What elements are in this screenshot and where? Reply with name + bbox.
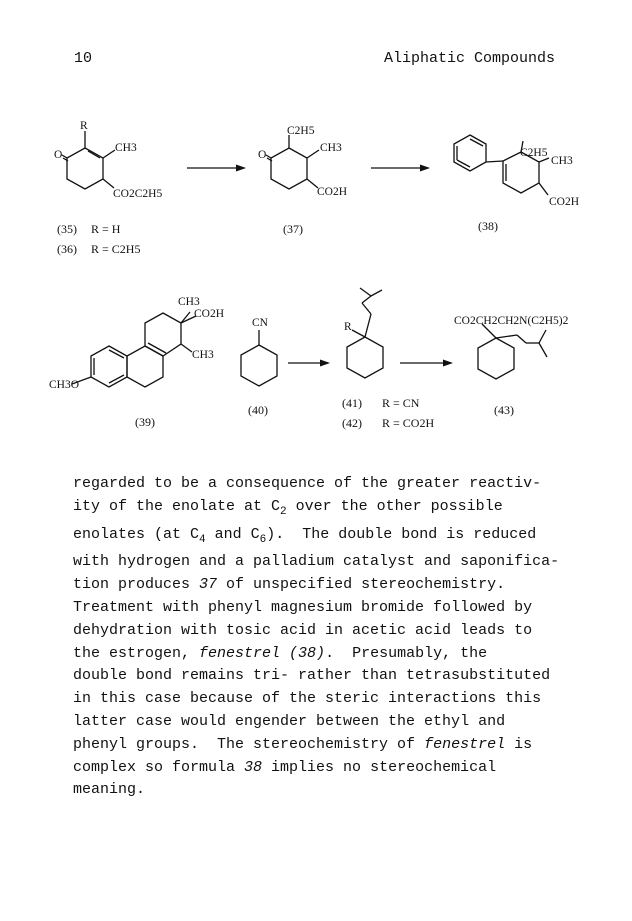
text-run: implies no stereochemical bbox=[262, 758, 497, 776]
text-line bbox=[73, 524, 573, 552]
atom-label-ch3: CH3 bbox=[551, 155, 573, 167]
compound-label-35: (35) bbox=[57, 222, 77, 236]
compound-label-38: (38) bbox=[478, 219, 498, 233]
text-run: over the other possible bbox=[286, 497, 503, 515]
atom-label-co2ch2ch2n: CO2CH2CH2N(C2H5)2 bbox=[454, 315, 569, 327]
compound-41-42-structure bbox=[347, 288, 383, 378]
atom-label-cn: CN bbox=[252, 317, 268, 329]
atom-label-co2c2h5: CO2C2H5 bbox=[113, 188, 163, 200]
text-line bbox=[73, 757, 573, 780]
compound-label-40: (40) bbox=[248, 403, 268, 417]
text-line: regarded to be a consequence of the greater reactiv- bbox=[73, 475, 542, 492]
running-title: Aliphatic Compounds bbox=[384, 50, 556, 67]
atom-label-o: O bbox=[258, 149, 267, 161]
text-line: in this case because of the steric interactions this bbox=[73, 690, 542, 708]
compound-label-43: (43) bbox=[494, 403, 514, 417]
atom-label-co2h: CO2H bbox=[549, 196, 580, 208]
atom-label-c2h5: C2H5 bbox=[520, 147, 548, 159]
subscript: 4 bbox=[199, 533, 206, 546]
atom-label-ch3: CH3 bbox=[115, 142, 137, 154]
text-line: meaning. bbox=[73, 781, 146, 799]
text-line: latter case would engender between the ethyl and bbox=[73, 712, 506, 730]
compound-ref: 38 bbox=[244, 758, 263, 776]
text-run: and C bbox=[205, 525, 260, 543]
text-run: ). The double bond is reduced bbox=[266, 525, 537, 543]
text-run: is bbox=[505, 735, 533, 753]
arrowhead bbox=[443, 360, 453, 367]
text-run: of unspecified stereochemistry. bbox=[217, 576, 506, 594]
arrowhead bbox=[320, 360, 330, 367]
compound-label-39: (39) bbox=[135, 415, 155, 429]
drug-name: fenestrel bbox=[424, 735, 506, 753]
text-line bbox=[73, 496, 573, 524]
text-line: with hydrogen and a palladium catalyst and saponifica- bbox=[73, 553, 560, 571]
compound-def-35: R = H bbox=[91, 222, 121, 236]
text-line bbox=[73, 643, 573, 666]
text-line: Treatment with phenyl magnesium bromide followed by bbox=[73, 598, 533, 616]
arrowhead bbox=[236, 165, 246, 172]
atom-label-c2h5: C2H5 bbox=[287, 125, 315, 137]
compound-label-36: (36) bbox=[57, 242, 77, 256]
compound-38-structure bbox=[454, 135, 549, 195]
text-line bbox=[73, 734, 573, 757]
text-run: . Presumably, the bbox=[325, 644, 488, 662]
text-run: phenyl groups. The stereochemistry of bbox=[73, 735, 425, 753]
compound-43-structure bbox=[478, 324, 547, 379]
compound-ref: 37 bbox=[199, 576, 218, 594]
compound-label-42: (42) bbox=[342, 416, 362, 430]
text-run: tion produces bbox=[73, 576, 200, 594]
atom-label-co2h: CO2H bbox=[194, 308, 225, 320]
text-line: double bond remains tri- rather than tetrasubstituted bbox=[73, 667, 551, 685]
compound-def-42: R = CO2H bbox=[382, 416, 435, 430]
compound-37-structure bbox=[266, 135, 319, 189]
reaction-scheme bbox=[0, 0, 632, 440]
compound-def-41: R = CN bbox=[382, 396, 420, 410]
subscript: 6 bbox=[259, 533, 267, 546]
compound-label-37: (37) bbox=[283, 222, 303, 236]
atom-label-r: R bbox=[80, 120, 88, 132]
compound-39-structure bbox=[72, 312, 196, 387]
atom-label-ch3: CH3 bbox=[192, 349, 214, 361]
compound-label-41: (41) bbox=[342, 396, 362, 410]
atom-label-r: R bbox=[344, 321, 352, 333]
compound-35-36-structure bbox=[62, 131, 115, 189]
text-line bbox=[73, 574, 573, 597]
text-run: complex so formula bbox=[73, 758, 245, 776]
atom-label-ch3: CH3 bbox=[320, 142, 342, 154]
body-paragraph bbox=[73, 473, 573, 802]
atom-label-o: O bbox=[54, 149, 63, 161]
text-line: dehydration with tosic acid in acetic acid leads to bbox=[73, 621, 533, 639]
atom-label-ch3o: CH3O bbox=[49, 379, 80, 391]
compound-def-36: R = C2H5 bbox=[91, 242, 141, 256]
subscript: 2 bbox=[280, 505, 287, 518]
text-run: ity of the enolate at C bbox=[73, 497, 281, 515]
atom-label-co2h: CO2H bbox=[317, 186, 348, 198]
text-run: enolates (at C bbox=[73, 525, 200, 543]
compound-40-structure bbox=[241, 330, 277, 386]
page-number: 10 bbox=[74, 50, 93, 67]
drug-name: fenestrel (38) bbox=[199, 644, 326, 662]
arrowhead bbox=[420, 165, 430, 172]
atom-label-ch3: CH3 bbox=[178, 296, 200, 308]
text-run: the estrogen, bbox=[73, 644, 200, 662]
